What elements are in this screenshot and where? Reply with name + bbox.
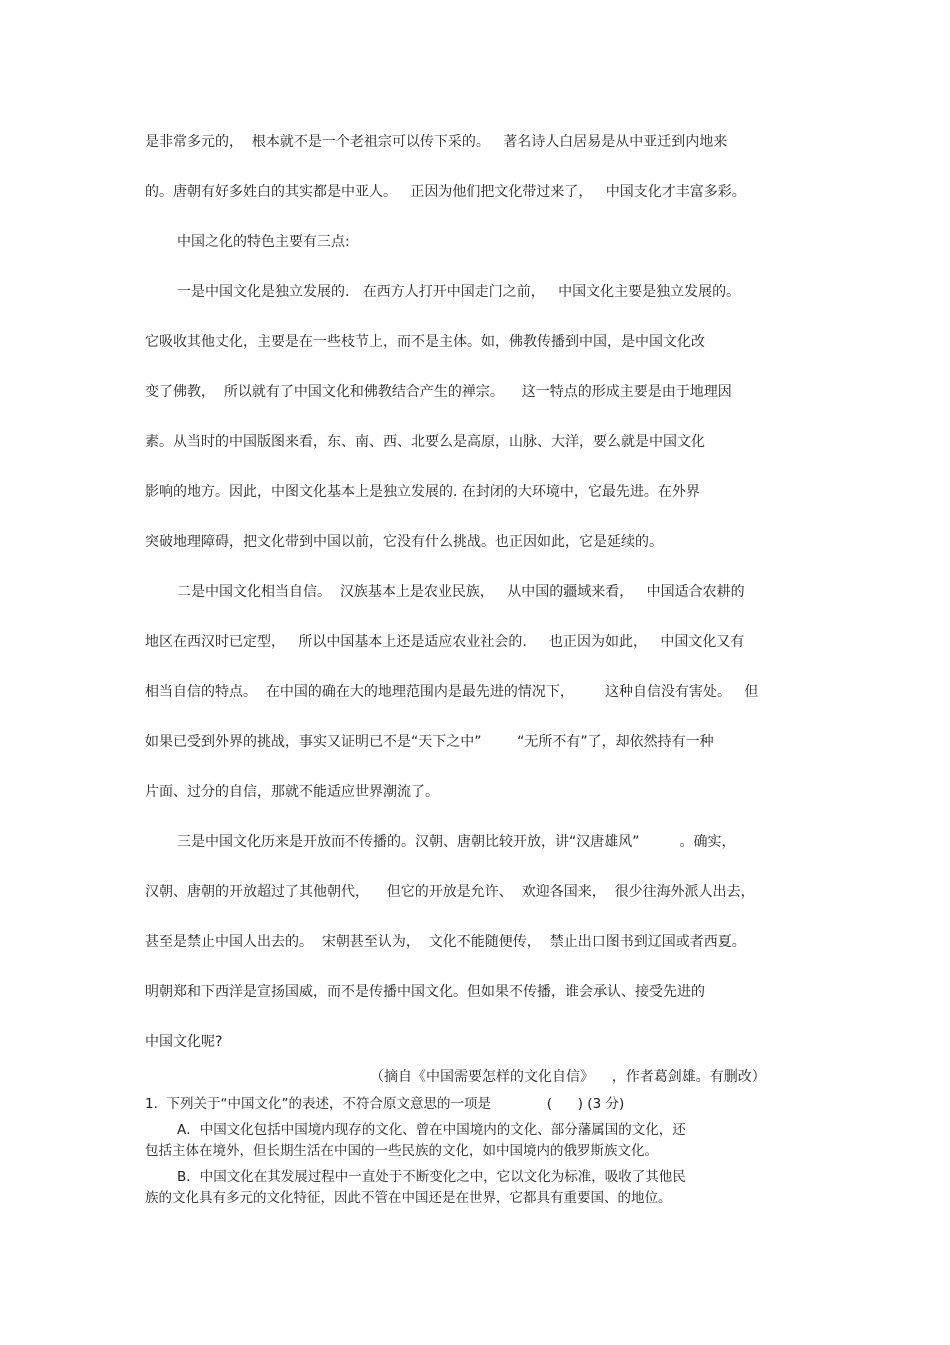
paragraph-line: 相当自信的特点。 在中国的确在大的地理范围内是最先进的情况下， 这种自信没有害处。 但 — [145, 684, 759, 700]
paragraph-line: 是非常多元的， 根本就不是一个老祖宗可以传下采的。 著名诗人白居易是从中亚迁到内地来 — [145, 134, 728, 150]
paragraph-line: 地区在西汉时已定型， 所以中国基本上还是适应农业社会的. 也正因为如此， 中国文化又有 — [145, 634, 745, 650]
option-b-line: B．中国文化在其发展过程中一直处于不断变化之中，它以文化为标准，吸收了其他民 — [177, 1169, 686, 1185]
paragraph-line: 如果已受到外界的挑战，事实又证明已不是“天下之中” “无所不有”了，却依然持有一种 — [145, 734, 714, 750]
paragraph-line: 变了佛教， 所以就有了中国文化和佛教结合产生的禅宗。 这一特点的形成主要是由于地理因 — [145, 384, 732, 400]
paragraph-line: 一是中国文化是独立发展的. 在西方人打开中国走门之前， 中国文化主要是独立发展的。 — [177, 284, 741, 300]
option-a-line: 包括主体在境外，但长期生活在中国的一些民族的文化，如中国境内的俄罗斯族文化。 — [145, 1143, 658, 1159]
paragraph-line: 三是中国文化历来是开放而不传播的。汉朝、唐朝比较开放，讲“汉唐雄风” 。确实， — [177, 834, 736, 850]
paragraph-line: 素。从当时的中国版图来看，东、南、西、北要么是高原，山脉、大洋，要么就是中国文化 — [145, 434, 705, 450]
paragraph-line: 汉朝、唐朝的开放超过了其他朝代， 但它的开放是允许、 欢迎各国来， 很少往海外派人出去， — [145, 884, 755, 900]
option-b-line: 族的文化具有多元的文化特征，因此不管在中国还是在世界，它都具有重要国、的地位。 — [145, 1190, 672, 1206]
paragraph-line: 二是中国文化相当自信。 汉族基本上是农业民族， 从中国的疆域来看， 中国适合农耕的 — [177, 584, 745, 600]
paragraph-line: 的。唐朝有好多姓白的其实都是中亚人。 正因为他们把文化带过来了， 中国支化才丰富多彩。 — [145, 184, 746, 200]
paragraph-line: 中国文化呢? — [145, 1034, 223, 1050]
option-a-line: A．中国文化包括中国境内现存的文化、曾在中国境内的文化、部分藩属国的文化，还 — [177, 1122, 686, 1138]
paragraph-line: 中国之化的特色主要有三点: — [177, 234, 350, 250]
question-stem: 1. 下列关于“中国文化”的表述，不符合原文意思的一项是 ( ) (3 分) — [145, 1096, 625, 1112]
paragraph-line: 突破地理障碍，把文化带到中国以前，它没有什么挑战。也正因如此，它是延续的。 — [145, 534, 663, 550]
source-citation: （摘自《中国需要怎样的文化自信》 ，作者葛剑雄。有删改） — [370, 1069, 766, 1085]
paragraph-line: 甚至是禁止中国人出去的。 宋朝甚至认为， 文化不能随便传， 禁止出口图书到辽国或者西夏。 — [145, 934, 746, 950]
paragraph-line: 片面、过分的自信，那就不能适应世界潮流了。 — [145, 784, 439, 800]
paragraph-line: 影响的地方。因此，中图文化基本上是独立发展的. 在封闭的大环境中，它最先进。在外界 — [145, 484, 700, 500]
paragraph-line: 明朝郑和下西洋是宣扬国威，而不是传播中国文化。但如果不传播，谁会承认、接受先进的 — [145, 984, 705, 1000]
paragraph-line: 它吸收其他丈化，主要是在一些枝节上，而不是主体。如，佛教传播到中国，是中国文化改 — [145, 334, 705, 350]
